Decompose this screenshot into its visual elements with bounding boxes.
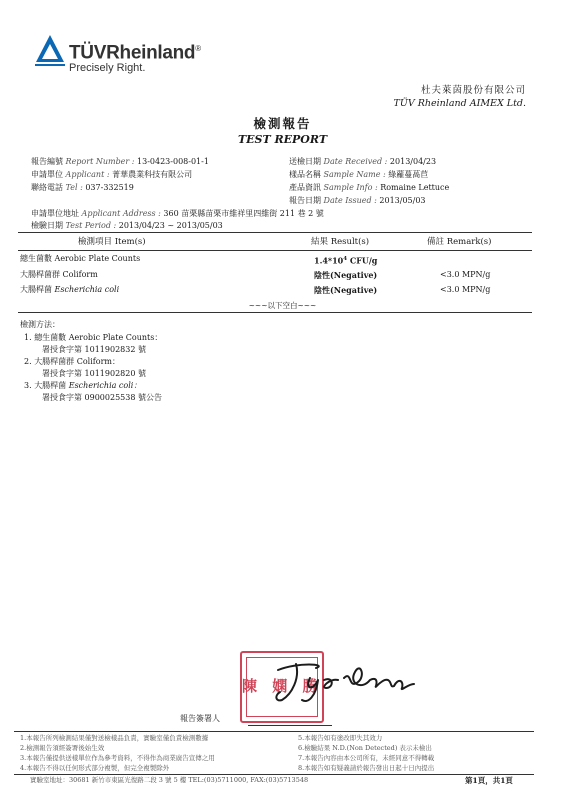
brand-text: TÜVRheinland [69, 42, 196, 64]
footer-note: 7.本報告內容由本公司所有，未經同意不得轉載 [298, 754, 435, 762]
method-ref: 署授食字第 1011902832 號 [42, 345, 146, 354]
method-ref: 署授食字第 1011902820 號 [42, 369, 146, 378]
footer-note: 8.本報告如有疑義請於報告發出日起十日內提出 [298, 764, 435, 772]
sample-name-label-en: Sample Name : [323, 170, 386, 179]
test-period-value: 2013/04/23 ~ 2013/05/03 [118, 221, 223, 230]
footer-rule [14, 731, 534, 732]
footer-address-rule [14, 774, 534, 775]
method-name-zh: 大腸桿菌 [34, 381, 67, 390]
date-issued-label-zh: 報告日期 [289, 196, 321, 205]
footer-note: 4.本報告不得以任何形式部分複製，但完全複製除外 [20, 764, 170, 772]
report-number-value: 13-0423-008-01-1 [137, 157, 209, 166]
methods-title: 檢測方法： [20, 320, 60, 329]
method-item [24, 357, 120, 367]
address-label-en: Applicant Address : [81, 209, 161, 218]
test-period-row [31, 221, 223, 231]
registered-mark: ® [195, 44, 201, 53]
method-num: 2. [24, 357, 32, 366]
method-num: 3. [24, 381, 32, 390]
row-result: 陰性(Negative) [314, 285, 378, 295]
tel-label-zh: 聯絡電話 [31, 183, 63, 192]
sample-name-row [289, 170, 428, 180]
table-bottom-rule [18, 312, 532, 313]
table-top-rule [18, 232, 532, 233]
row-item-zh: 大腸桿菌群 [20, 270, 60, 279]
report-number-label-en: Report Number : [65, 157, 135, 166]
company-name-en: TÜV Rheinland AIMEX Ltd. [393, 98, 526, 109]
date-issued-value: 2013/05/03 [379, 196, 426, 205]
row-item-zh: 總生菌數 [20, 254, 52, 263]
report-title-en: TEST REPORT [237, 133, 328, 146]
table-row [20, 285, 119, 295]
sample-info-value: Romaine Lettuce [380, 183, 450, 192]
handwritten-signature-icon [258, 650, 418, 705]
page-number: 第1頁，共1頁 [465, 776, 513, 785]
sample-name-value: 綠蘿蔓萵苣 [388, 170, 429, 179]
date-received-row [289, 157, 436, 167]
report-number-row [31, 157, 209, 167]
row-item-en: Escherichia coli [54, 285, 120, 294]
applicant-label-en: Applicant : [65, 170, 110, 179]
method-name-en: Coliform： [76, 357, 120, 366]
row-result: 陰性(Negative) [314, 270, 378, 280]
header-remark: 備註 Remark(s) [427, 237, 492, 247]
report-title-zh: 檢測報告 [253, 116, 312, 131]
report-number-label-zh: 報告編號 [31, 157, 63, 166]
method-name-en: Aerobic Plate Counts： [68, 333, 163, 342]
header-result: 結果 Result(s) [311, 237, 370, 247]
date-received-label-en: Date Received : [323, 157, 388, 166]
row-remark: <3.0 MPN/g [440, 270, 491, 279]
tel-label-en: Tel : [65, 183, 83, 192]
table-row [20, 254, 140, 264]
test-period-label-zh: 檢驗日期 [31, 221, 63, 230]
row-item-en: Aerobic Plate Counts [54, 254, 141, 263]
method-name-zh: 總生菌數 [34, 333, 67, 342]
signatory-label: 報告簽署人 [180, 714, 220, 723]
row-item-en: Coliform [62, 270, 98, 279]
tel-row [31, 183, 134, 193]
sample-name-label-zh: 樣品名稱 [289, 170, 321, 179]
company-name-zh: 杜夫萊茵股份有限公司 [420, 85, 526, 96]
method-item [24, 381, 141, 391]
sample-info-row [289, 183, 449, 193]
table-header-rule [18, 250, 532, 251]
footer-note: 6.檢驗結果 N.D.(Non Detected) 表示未檢出 [298, 744, 432, 752]
brand-name [69, 38, 201, 64]
method-name-zh: 大腸桿菌群 [34, 357, 75, 366]
row-result [314, 254, 377, 266]
method-name-en: Escherichia coli： [68, 381, 142, 390]
address-value: 360 苗栗縣苗栗市維祥里四維街 211 巷 2 號 [163, 209, 324, 218]
test-period-label-en: Test Period : [65, 221, 117, 230]
tuv-triangle-logo-icon [33, 33, 67, 67]
tel-value: 037-332519 [85, 183, 134, 192]
end-of-table-marker: ~~~以下空白~~~ [248, 301, 317, 310]
applicant-row [31, 170, 192, 180]
footer-note: 2.檢測報告須經簽署後始生效 [20, 744, 105, 752]
result-unit: CFU/g [347, 255, 378, 266]
method-ref: 署授食字第 0900025538 號公告 [42, 393, 162, 402]
date-received-value: 2013/04/23 [389, 157, 437, 166]
method-num: 1. [24, 333, 32, 342]
result-exponent: 4 [343, 256, 348, 262]
footer-note: 5.本報告如有塗改即失其效力 [298, 734, 383, 742]
sample-info-label-zh: 產品資訊 [289, 183, 321, 192]
row-remark: <3.0 MPN/g [440, 285, 491, 294]
address-label-zh: 申請單位地址 [31, 209, 79, 218]
sample-info-label-en: Sample Info : [323, 183, 378, 192]
date-issued-row [289, 196, 426, 206]
applicant-address-row [31, 209, 324, 219]
row-item-zh: 大腸桿菌 [20, 285, 52, 294]
footer-note: 3.本報告僅提供送樣單位作為參考資料，不得作為商業廣告宣傳之用 [20, 754, 215, 762]
lab-address: 實驗室地址：30681 新竹市東區光復路二段 3 號 5 樓 TEL:(03)5711000, FAX:(03)5713548 [30, 776, 309, 784]
table-row [20, 270, 98, 280]
header-item: 檢測項目 Item(s) [78, 237, 146, 247]
date-received-label-zh: 送檢日期 [289, 157, 321, 166]
footer-note: 1.本報告所列檢測結果僅對送檢樣品負責，實驗室僅負責檢測數據 [20, 734, 209, 742]
applicant-value: 菁華農業科技有限公司 [112, 170, 193, 179]
seal-characters: 陳 嫻 勝 [242, 677, 323, 695]
signature-line [248, 725, 332, 726]
result-base: 1.4*10 [314, 255, 344, 266]
applicant-label-zh: 申請單位 [31, 170, 63, 179]
method-item [24, 333, 162, 343]
tagline: Precisely Right. [69, 62, 146, 74]
date-issued-label-en: Date Issued : [323, 196, 377, 205]
